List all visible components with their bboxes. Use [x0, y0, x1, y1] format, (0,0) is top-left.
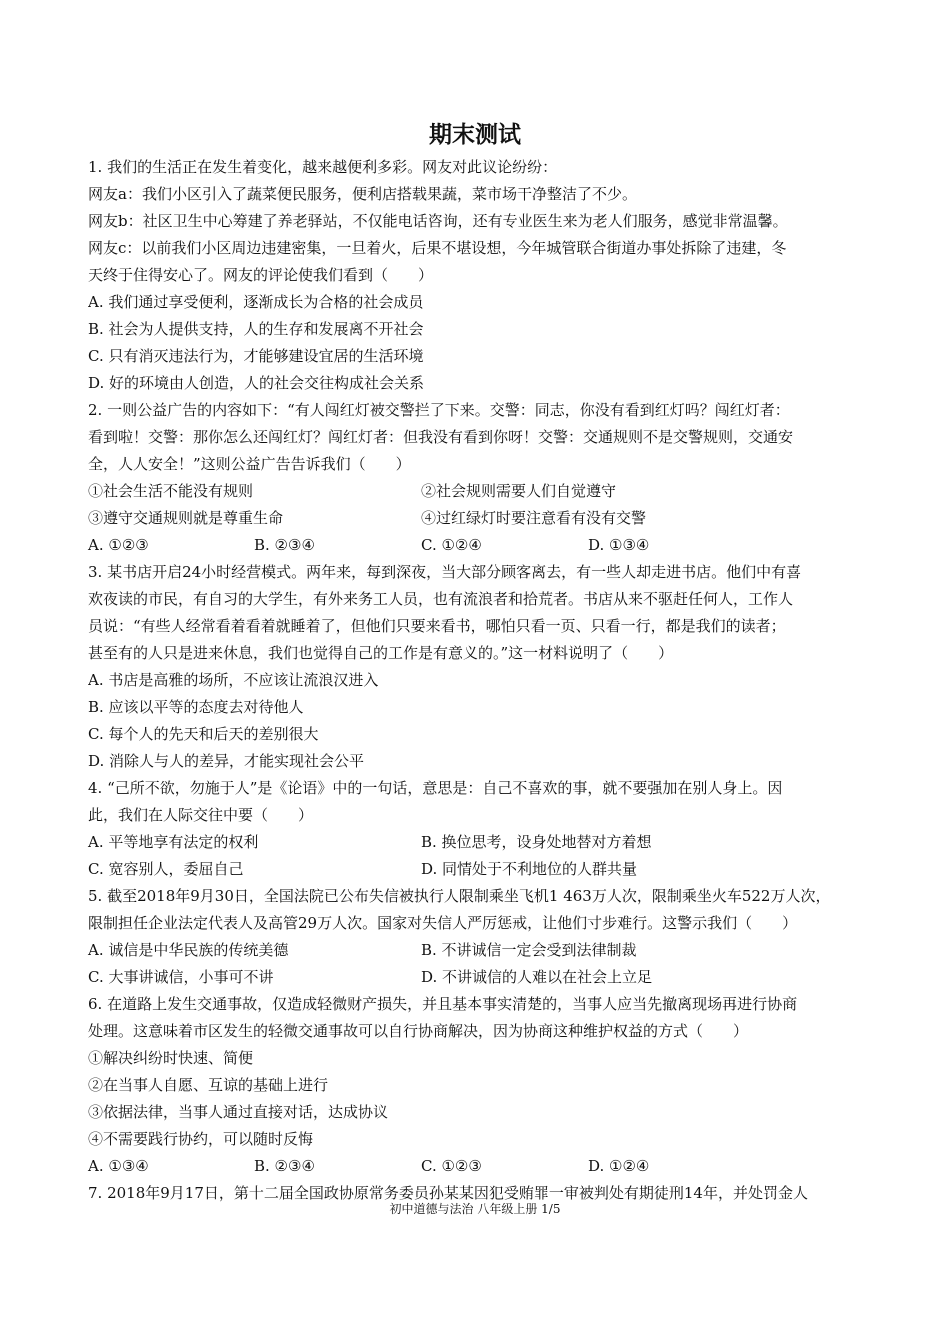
question-text: 6. 在道路上发生交通事故，仅造成轻微财产损失，并且基本事实清楚的，当事人应当先撤离现场再进行协商: [88, 995, 798, 1013]
option-d: D. 消除人与人的差异，才能实现社会公平: [88, 752, 365, 770]
question-text: 1. 我们的生活正在发生着变化，越来越便利多彩。网友对此议论纷纷：: [88, 158, 558, 176]
option-b: B. 换位思考，设身处地替对方着想: [421, 833, 652, 851]
option-b: B. 应该以平等的态度去对待他人: [88, 698, 304, 716]
option-c: C. ①②③: [421, 1157, 482, 1175]
question-text: 2. 一则公益广告的内容如下：“有人闯红灯被交警拦了下来。交警：同志，你没有看到红灯吗？闯红灯者：: [88, 401, 790, 419]
question-4: [88, 775, 866, 883]
option-c: C. ①②④: [421, 536, 482, 554]
question-5: [88, 883, 866, 991]
page-title: 期末测试: [429, 122, 521, 148]
item-row: [88, 505, 866, 532]
question-text: 处理。这意味着市区发生的轻微交通事故可以自行协商解决，因为协商这种维护权益的方式（ ）: [88, 1022, 749, 1040]
option-b: B. ②③④: [254, 536, 315, 554]
question-1: [88, 154, 866, 397]
option-d: D. 不讲诚信的人难以在社会上立足: [421, 968, 653, 986]
item-1: ①社会生活不能没有规则: [88, 482, 254, 500]
question-text: 4. “己所不欲，勿施于人”是《论语》中的一句话，意思是：自己不喜欢的事，就不要强加在别人身上。因: [88, 779, 783, 797]
option-b: B. ②③④: [254, 1157, 315, 1175]
question-text: 网友a：我们小区引入了蔬菜便民服务，便利店搭载果蔬，菜市场干净整洁了不少。: [88, 185, 637, 203]
question-text: 网友c：以前我们小区周边违建密集，一旦着火，后果不堪设想，今年城管联合街道办事处拆除了违建，冬: [88, 239, 787, 257]
option-d: D. 好的环境由人创造，人的社会交往构成社会关系: [88, 374, 425, 392]
question-2: [88, 397, 866, 559]
question-3: [88, 559, 866, 775]
option-a: A. 平等地享有法定的权利: [88, 833, 259, 851]
item-2: ②在当事人自愿、互谅的基础上进行: [88, 1076, 329, 1094]
option-d: D. ①③④: [588, 536, 650, 554]
question-text: 员说：“有些人经常看着看着就睡着了，但他们只要来看书，哪怕只看一页、只看一行，都是我们的读者；: [88, 617, 786, 635]
question-text: 看到啦！交警：那你怎么还闯红灯？闯红灯者：但我没有看到你呀！交警：交通规则不是交警规则，交通安: [88, 428, 794, 446]
item-3: ③依据法律，当事人通过直接对话，达成协议: [88, 1103, 389, 1121]
option-d: D. 同情处于不利地位的人群共量: [421, 860, 638, 878]
page-footer: 初中道德与法治 八年级上册 1/5: [389, 1202, 561, 1216]
question-list: [88, 154, 866, 1207]
question-text: 限制担任企业法定代表人及高管29万人次。国家对失信人严厉惩戒，让他们寸步难行。这警示我们（ ）: [88, 914, 798, 932]
option-row: [88, 937, 866, 964]
option-a: A. ①②③: [88, 536, 149, 554]
item-2: ②社会规则需要人们自觉遵守: [421, 482, 617, 500]
question-text: 网友b：社区卫生中心筹建了养老驿站，不仅能电话咨询，还有专业医生来为老人们服务，感觉非常温馨。: [88, 212, 788, 230]
question-text: 7. 2018年9月17日，第十二届全国政协原常务委员孙某某因犯受贿罪一审被判处有期徒刑14年，并处罚金人: [88, 1184, 808, 1202]
item-4: ④过红绿灯时要注意看有没有交警: [421, 509, 647, 527]
question-text: 全，人人安全！”这则公益广告告诉我们（ ）: [88, 455, 411, 473]
question-text: 甚至有的人只是进来休息，我们也觉得自己的工作是有意义的。”这一材料说明了（ ）: [88, 644, 674, 662]
question-text: 天终于住得安心了。网友的评论使我们看到（ ）: [88, 266, 434, 284]
question-text: 5. 截至2018年9月30日，全国法院已公布失信被执行人限制乘坐飞机1 463万人次，限制乘坐火车522万人次，: [88, 887, 831, 905]
option-row: [88, 532, 866, 559]
item-3: ③遵守交通规则就是尊重生命: [88, 509, 284, 527]
option-a: A. ①③④: [88, 1157, 149, 1175]
question-text: 欢夜读的市民，有自习的大学生，有外来务工人员，也有流浪者和拾荒者。书店从来不驱赶任何人，工作人: [88, 590, 794, 608]
question-6: [88, 991, 866, 1180]
option-a: A. 我们通过享受便利，逐渐成长为合格的社会成员: [88, 293, 424, 311]
option-row: [88, 856, 866, 883]
item-row: [88, 478, 866, 505]
option-a: A. 诚信是中华民族的传统美德: [88, 941, 289, 959]
item-1: ①解决纠纷时快速、简便: [88, 1049, 254, 1067]
option-row: [88, 829, 866, 856]
option-row: [88, 1153, 866, 1180]
option-c: C. 每个人的先天和后天的差别很大: [88, 725, 319, 743]
option-a: A. 书店是高雅的场所，不应该让流浪汉进入: [88, 671, 379, 689]
question-text: 此，我们在人际交往中要（ ）: [88, 806, 314, 824]
option-c: C. 大事讲诚信，小事可不讲: [88, 968, 274, 986]
option-row: [88, 964, 866, 991]
option-c: C. 宽容别人，委屈自己: [88, 860, 244, 878]
item-4: ④不需要践行协约，可以随时反悔: [88, 1130, 314, 1148]
option-b: B. 社会为人提供支持，人的生存和发展离不开社会: [88, 320, 424, 338]
question-text: 3. 某书店开启24小时经营模式。两年来，每到深夜，当大部分顾客离去，有一些人却走进书店。他们中有喜: [88, 563, 802, 581]
option-d: D. ①②④: [588, 1157, 650, 1175]
option-b: B. 不讲诚信一定会受到法律制裁: [421, 941, 637, 959]
option-c: C. 只有消灭违法行为，才能够建设宜居的生活环境: [88, 347, 424, 365]
